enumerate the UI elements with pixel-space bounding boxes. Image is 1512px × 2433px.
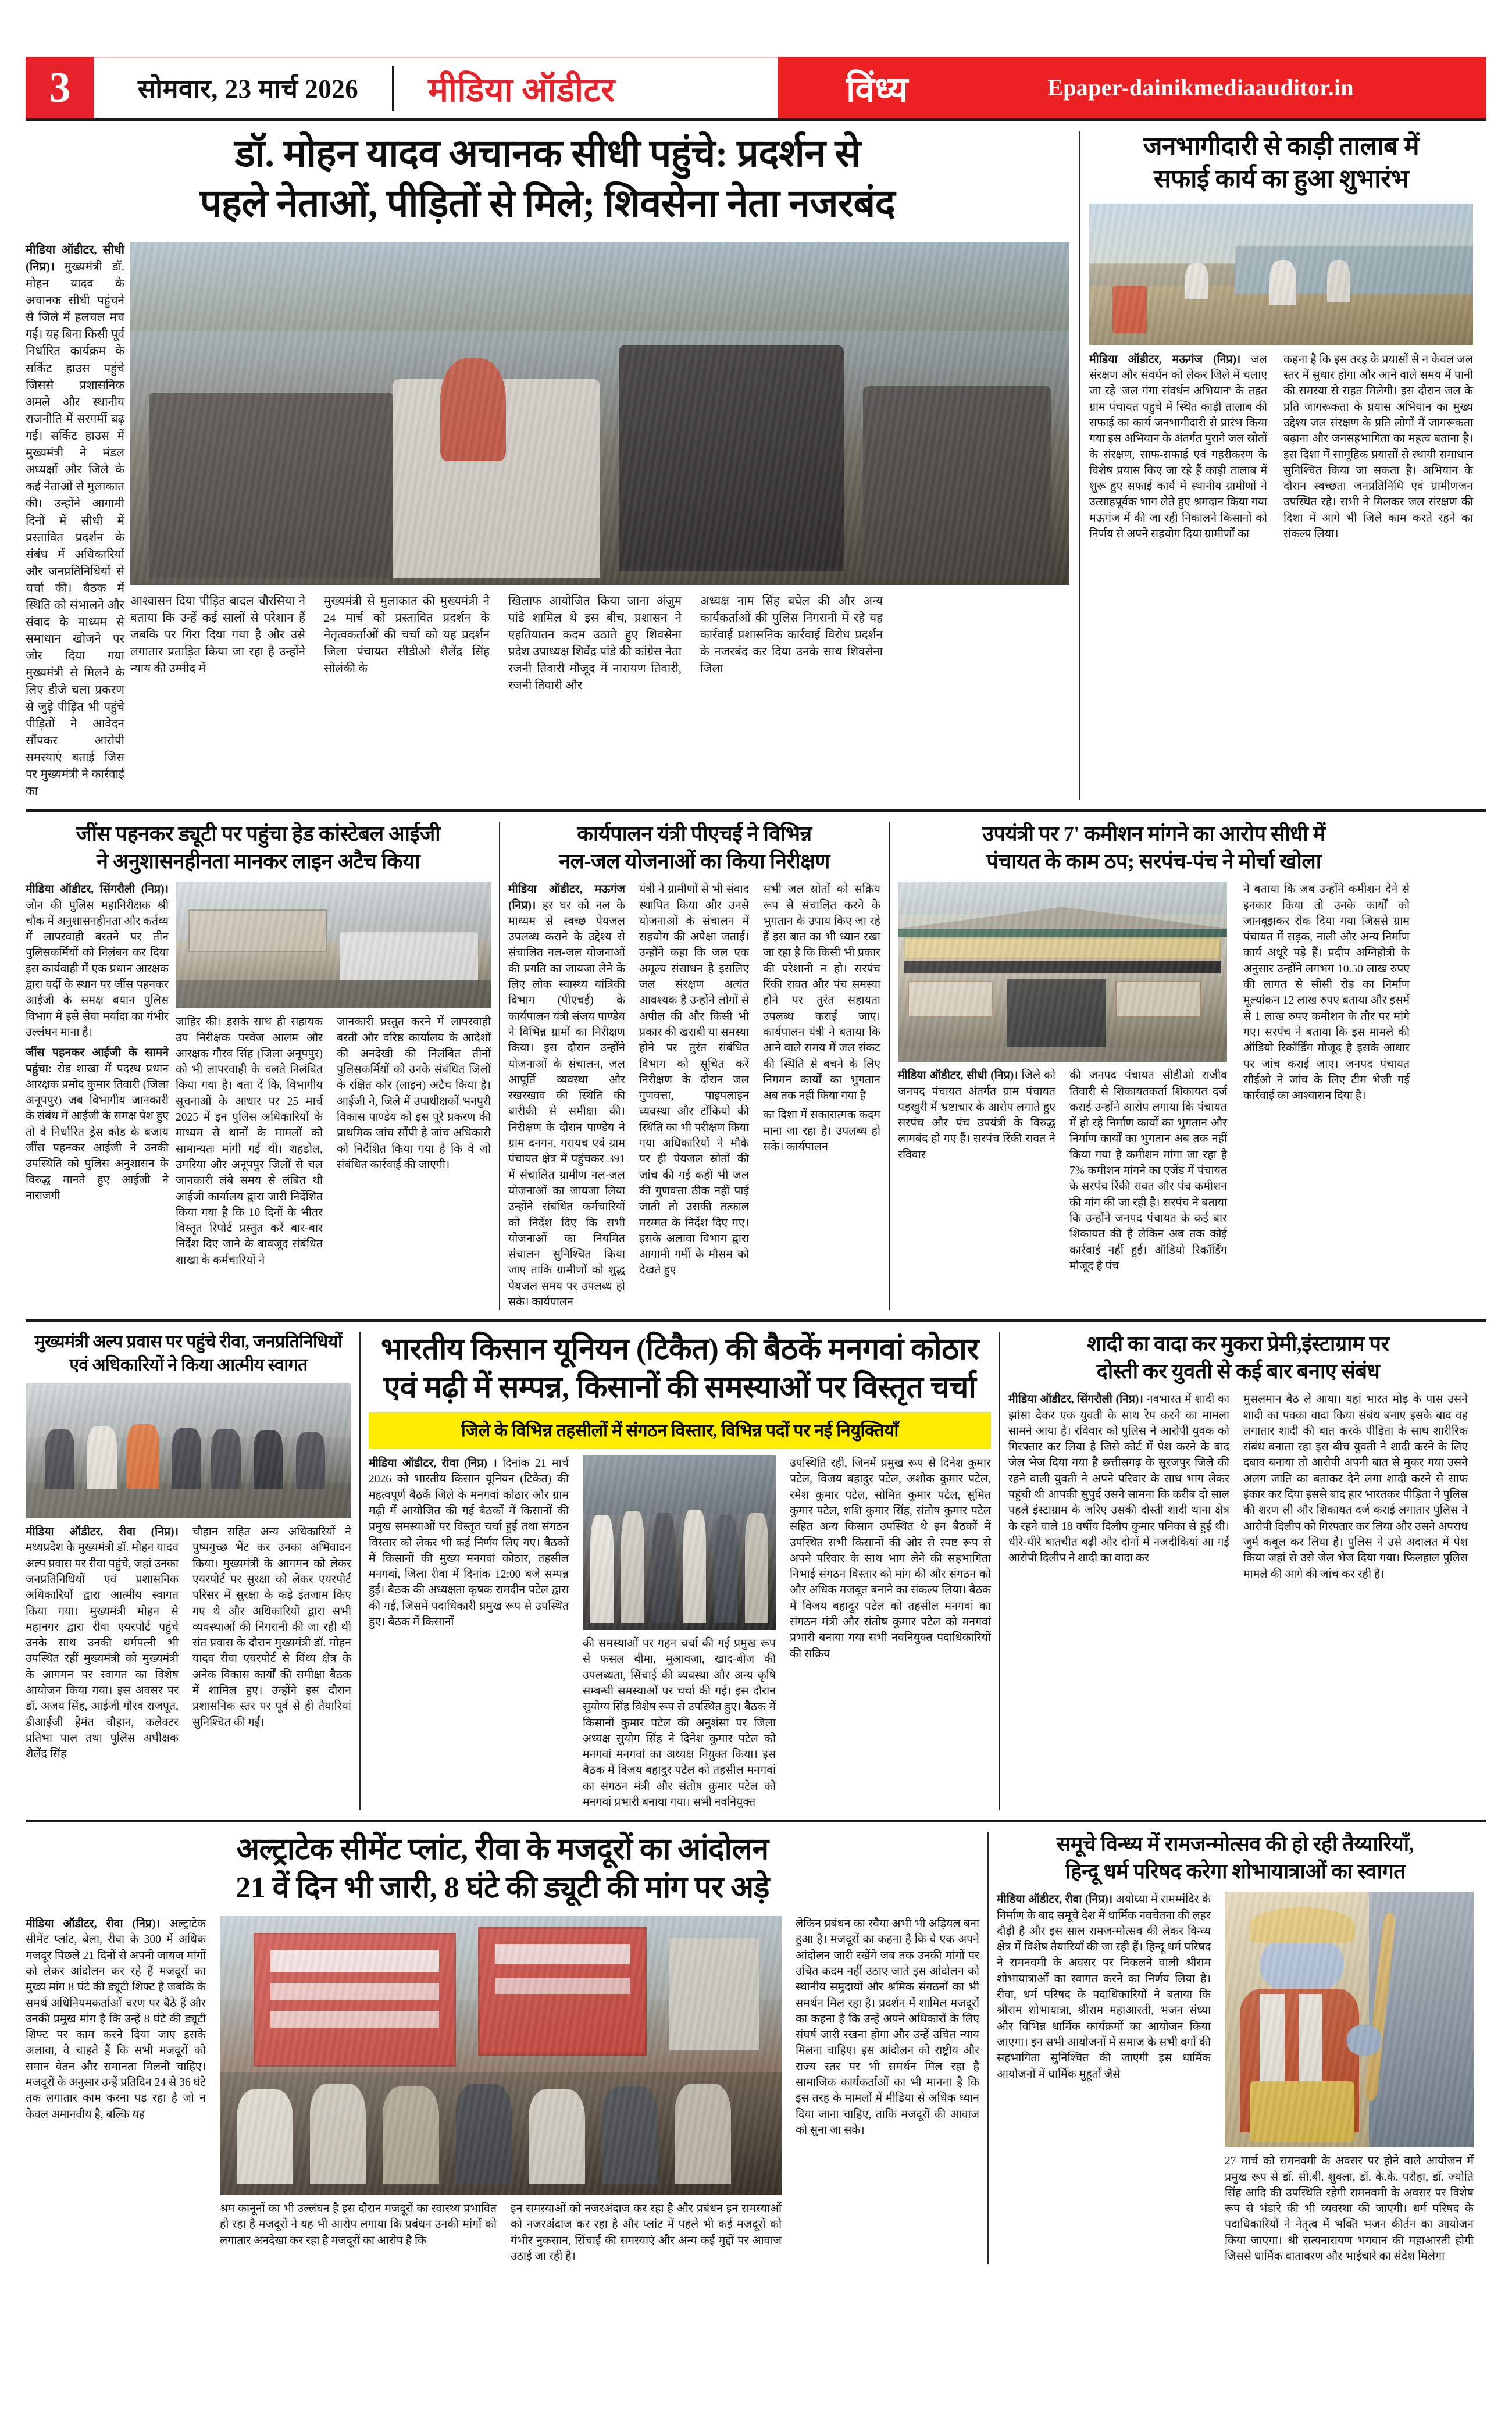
love-col-1 [1008, 1392, 1236, 1582]
phe-col-2: यंत्री ने ग्रामीणों से भी संवाद स्थापित किया और उनसे योजनाओं के संचालन में सहयोग की अपेक्षा जताई। उन्होंने कहा कि जल एक अमूल्य संसाधन है इसलिए जल संरक्षण अत्यंत आवश्यक है उन्होंने लोगों से अपील की और किसी भी प्रकार की खराबी या समस्या होने पर तुरंत संबंधित विभाग को सूचित करें निरीक्षण के दौरान जल गुणवत्ता, पाइपलाइन व्यवस्था और टोंकियो की स्थिति का भी परीक्षण किया गया अधिकारियों ने मौके पर ही पेयजल स्रोतों की जांच की गई कहीं भी जल की गुणवत्ता ठीक नहीं पाई जाती तो उसकी तत्काल मरम्मत के निर्देश दिए गए। इसके अलावा विभाग द्वारा आगामी गर्मी के मौसम को देखते हुए [639, 883, 749, 1277]
cement-col-4: लेकिन प्रबंधन का रवैया अभी भी अड़ियल बना हुआ है। मजदूरों का कहना है कि वे एक अपने आंदोलन जारी रखेंगे जब तक उनकी मांगों पर उचित कदम नहीं उठाए जाते इस आंदोलन को स्थानीय समुदायों और श्रमिक संगठनों का भी समर्थन मिल रहा है। प्रदर्शन में शामिल मजदूरों का कहना है कि उन्हें अपने अधिकारों के लिए संघर्ष जारी रखना होगा और उन्हें उचित न्याय मिलना चाहिए। इस आंदोलन को राष्ट्रीय और राज्य स्तर पर भी समर्थन मिल रहा है सामाजिक कार्यकर्ताओं का भी मानना है कि इस तरह के मामलों में मीडिया से अधिक ध्यान दिया जाना चाहिए, ताकि मजदूरों की आवाज को सुना जा सके। [796, 1918, 979, 2136]
upayantri-headline-line1: उपयंत्री पर 7' कमीशन मांगने का आरोप सीधी में [982, 822, 1325, 846]
cm-visit-story [26, 1332, 351, 1810]
masthead-edition-url [778, 57, 1486, 118]
third-vrule-1 [359, 1332, 361, 1810]
kisan-col-1 [369, 1455, 576, 1810]
third-vrule-2 [999, 1332, 1000, 1810]
tala-headline-line2: सफाई कार्य का हुआ शुभारंभ [1153, 164, 1409, 193]
police-col1-text: जोन की पुलिस महानिरीक्षक श्री चौक में अनुशासनहीनता और कर्तव्य में लापरवाही बरतने पर तीन पुलिसकर्मियों को निलंबन कर दिया इस कार्यवाही में एक प्रधान आरक्षक द्वारा वर्दी के स्थान पर जींस पहनकर आईजी के समक्ष बयान पुलिस विभाग में इसे सेवा मर्यादा का गंभीर उल्लंघन माना है। [26, 899, 169, 1039]
lead-col-5: अध्यक्ष नाम सिंह बघेल की और अन्य कार्यकर्ताओं की पुलिस निगरानी में रहे यह कार्रवाई प्रशासनिक कार्रवाई विरोध प्रदर्शन के नजरबंद कर दिया उनके साथ शिवसेना जिला [700, 594, 883, 676]
love-crime-story [1008, 1332, 1468, 1810]
page-number: 3 [26, 57, 94, 118]
cm-headline-line2: एवं अधिकारियों ने किया आत्मीय स्वागत [69, 1355, 308, 1375]
phe-headline-line1: कार्यपालन यंत्री पीएचई ने विभिन्न [577, 822, 812, 846]
cement-col-1 [26, 1916, 213, 2264]
cm-col1-text: मध्यप्रदेश के मुख्यमंत्री डॉ. मोहन यादव अल्प प्रवास पर रीवा पहुंचे, जहां उनका जनप्रतिनिधियों एवं प्रशासनिक अधिकारियों द्वारा आत्मीय स्वागत किया गया। मुख्यमंत्री मोहन से महानगर द्वारा रीवा एयरपोर्ट पहुंचे उनके साथ उनकी धर्मपत्नी भी उपस्थित रहीं मुख्यमंत्री को मुख्यमंत्री के आगमन पर स्वागत का विशेष आयोजन किया गया। इस अवसर पर डॉ. अजय सिंह, आईजी गौरव राजपूत, डीआईजी हेमंत चौहान, कलेक्टर प्रतिभा पाल तथा पुलिस अधीक्षक शैलेंद्र सिंह [26, 1542, 179, 1761]
panchayat-photo [898, 882, 1227, 1062]
upayantri-body [898, 882, 1410, 1274]
mid-vrule-2 [889, 822, 890, 1310]
ram-col-1 [997, 1892, 1218, 2264]
cement-col-2: श्रम कानूनों का भी उल्लंघन है इस दौरान मजदूरों का स्वास्थ्य प्रभावित हो रहा है मजदूरों ने यह भी आरोप लगाया कि प्रबंधन उनकी मांगों को लगातार अनदेखा कर रहा है मजदूरों का आरोप है कि [220, 2203, 497, 2247]
ram-headline-line2: हिन्दू धर्म परिषद करेगा शोभायात्राओं का स्वागत [1065, 1859, 1406, 1883]
upayantri-story [898, 822, 1410, 1310]
kisan-headline-line1: भारतीय किसान यूनियन (टिकैत) की बैठकें मनगवां कोठार [380, 1333, 979, 1367]
masthead-divider [392, 66, 394, 111]
upayantri-byline: मीडिया ऑडीटर, सीधी (निप्र)। [898, 1069, 1018, 1082]
tala-col-1 [1089, 352, 1275, 543]
love-body [1008, 1392, 1468, 1582]
edition-name: विंध्य [846, 70, 908, 109]
ram-byline: मीडिया ऑडीटर, रीवा (निप्र)। [997, 1893, 1113, 1906]
cm-col-2: चौहान सहित अन्य अधिकारियों ने पुष्पगुच्छ भेंट कर उनका अभिवादन किया। मुख्यमंत्री के आगमन को लेकर एयरपोर्ट पर सुरक्षा को लेकर एयरपोर्ट परिसर में सुरक्षा के कड़े इंतजाम किए गए थे और अधिकारियों द्वारा सभी व्यवस्थाओं की निगरानी की जा रही थी संत प्रवास के दौरान मुख्यमंत्री डॉ. मोहन यादव रीवा एयरपोर्ट से विंध्य क्षेत्र के अनेक विकास कार्यों की समीक्षा बैठक में शामिल हुए। उन्होंने इस दौरान प्रशासनिक स्तर पर पूर्व से ही तैयारियां सुनिश्चित की गईं। [192, 1526, 351, 1729]
phe-headline-line2: नल-जल योजनाओं का किया निरीक्षण [559, 849, 830, 873]
upayantri-col-1 [898, 1068, 1062, 1274]
love-col1-text: नवभारत में शादी का झांसा देकर एक युवती के साथ रेप करने का मामला सामने आया है। रविवार को पुलिस ने आरोपी युवक को गिरफ्तार कर लिया है जिसे कोर्ट में पेश करने के बाद जेल भेज दिया गया है छत्तीसगढ़ के सूरजपुर जिले की रहने वाली युवती ने अपने परिवार के साथ भाग लेकर पहुंची थी आपकी सुपुर्द उसने सामना कि करीब दो साल पहले इंस्टाग्राम के जरिए उसकी दोस्ती शादी थाना क्षेत्र के रहने वाले 18 वर्षीय दिलीप कुमार पनिका से हुई थी। धीरे-धीरे बातचीत बढ़ी और दोनों में नजदीकियां आ गईं आरोपी दिलीप ने शादी का वादा कर [1008, 1393, 1229, 1565]
lead-byline: मीडिया ऑडीटर, सीधी (निप्र)। [26, 243, 124, 273]
police-body [26, 882, 491, 1268]
cement-headline-line1: अल्ट्राटेक सीमेंट प्लांट, रीवा के मजदूरों का आंदोलन [236, 1833, 769, 1867]
tala-headline-line1: जनभागीदारी से काड़ी तालाब में [1143, 132, 1420, 160]
kisan-col-2: की समस्याओं पर गहन चर्चा की गई प्रमुख रूप से फसल बीमा, मुआवजा, खाद-बीज की उपलब्धता, सिंचाई की व्यवस्था और अन्य कृषि सम्बन्धी समस्याओं पर चर्चा की गई। इस दौरान सुयोग्य सिंह विशेष रूप से उपस्थित हुए। बैठक में किसानों कुमार पटेल की अनुशंसा पर जिला अध्यक्ष सुयोग सिंह ने दिनेश कुमार पटेल को मनगवां मनगवां का अध्यक्ष नियुक्त किया। इस बैठक में विजय बहादुर पटेल को तहसील मनगवां का संगठन मंत्री और संतोष कुमार पटेल को मनगवां प्रभारी बनाया गया। सभी नवनियुक्त [576, 1455, 783, 1810]
top-block [26, 131, 1486, 800]
kisan-col1-text: दिनांक 21 मार्च 2026 को भारतीय किसान यूनियन (टिकैत) की महत्वपूर्ण बैठकें जिले के मनगवां कोठार और ग्राम मढ़ी में आयोजित की गई बैठकों में किसानों की प्रमुख समस्याओं पर विस्तृत चर्चा हुई तथा संगठन विस्तार को लेकर भी कई निर्णय लिए गए। बैठकों में किसानों की मुख्य मनगवां कोठार, तहसील मनगवां, जिला रीवा में दिनांक 12:00 बजे सम्पन्न हुई। बैठक की अध्यक्षता कृषक रामदीन पटेल द्वारा की गई, जिसमें पदाधिकारी प्रमुख रूप से उपस्थित हुए। बैठक में किसानों [369, 1457, 569, 1628]
upayantri-col1-text: जिले को जनपद पंचायत अंतर्गत ग्राम पंचायत पड़खुरी में भ्रष्टाचार के आरोप लगाते हुए सरपंच और पंच उपयंत्री के विरुद्ध लामबंद हो गए हैं। सरपंच रिंकी रावत ने रविवार [898, 1069, 1055, 1161]
cm-body [26, 1524, 351, 1762]
section-rule-2 [26, 1319, 1486, 1322]
tala-body [1089, 352, 1473, 543]
tala-col1-text: जल संरक्षण और संवर्धन को लेकर जिले में चलाए जा रहे 'जल गंगा संवर्धन अभियान' के तहत ग्राम पंचायत पहुचे में स्थित काड़ी तालाब की सफाई का कार्य जनभागीदारी से प्रारंभ किया गया इस अभियान के अंतर्गत पुराने जल स्रोतों के संरक्षण, साफ-सफाई एवं गहरीकरण के विशेष प्रयास किए जा रहे हैं काड़ी तालाब में शुरू हुए सफाई कार्य में स्थानीय ग्रामीणों ने उत्साहपूर्वक भाग लेते हुए श्रमदान किया गया मऊगंज में की जा रही निकालने किसानों को निर्णय से अपने सहयोग दिया ग्रामीणों का [1089, 353, 1267, 541]
cement-col-3: इन समस्याओं को नजरअंदाज कर रहा है और प्रबंधन इन समस्याओं को नजरअंदाज कर रहा है और प्लांट में पहले भी कई मजदूरों को गंभीर नुकसान, सिंचाई की समस्याएं और अन्य कई मुद्दों पर आवाज उठाई जा रही है। [511, 2203, 782, 2263]
lead-lower-cols [130, 593, 1069, 695]
police-col-3: जानकारी प्रस्तुत करने में लापरवाही बरती और वरिष्ठ कार्यालय के आदेशों की अनदेखी की निलंबित तीनों पुलिसकर्मियों को उनके संबंधित जिलों के रक्षित कोर (लाइन) अटैच किया है। आईजी ने, जिले में उपाधीक्षकों भनपुरी विकास पाण्डेय को इस पूरे प्रकरण की प्राथमिक जांच सौंपी है जांच अधिकारी को निर्देशित किया गया है कि वे जो संबंधित कार्रवाई की जाएगी। [337, 1016, 491, 1171]
third-block [26, 1332, 1486, 1810]
cm-visit-photo [26, 1383, 351, 1518]
police-story [26, 822, 491, 1310]
police-col-2: जाहिर की। इसके साथ ही सहायक उप निरीक्षक परवेज आलम और आरक्षक गौरव सिंह (जिला अनूपपुर) को भी लापरवाही के चलते निलंबित किया गया है। बता दें कि, विभागीय सूचनाओं के आधार पर 25 मार्च 2025 में इन पुलिस अधिकारियों के माध्यम से थानों के मामलों को सामान्यतः मांगी गई थी। शहडोल, उमरिया और अनूपपुर जिलों से चल जानकारी लंबे समय से लंबित थी आईजी कार्यालय द्वारा जारी निर्देशित किया गया है कि 10 दिनों के भीतर विस्तृत रिपोर्ट प्रस्तुत करें बार-बार निर्देश दिए जाने के बावजूद संबंधित शाखा के कर्मचारियों ने [176, 1016, 323, 1267]
kisan-col-3: उपस्थिति रही, जिनमें प्रमुख रूप से दिनेश कुमार पटेल, विजय बहादुर पटेल, अशोक कुमार पटेल, रमेश कुमार पटेल, सोमित कुमार पटेल, सुमित कुमार पटेल, शशि कुमार सिंह, संतोष कुमार पटेल सहित अन्य किसान उपस्थित थे इन बैठकों में उपस्थित सभी किसानों की ओर से स्पष्ट रूप से अपने परिवार के साथ भाग लेने की सहभागिता निभाई संगठन विस्तार को मांग की और संगठन को और अधिक मजबूत बनाने का संकल्प लिया। बैठक में विजय बहादुर पटेल को तहसील मनगवां का संगठन मंत्री और संतोष कुमार पटेल को मनगवां प्रभारी बनाया गया सभी नवनियुक्त पदाधिकारियों की सक्रिय [790, 1457, 991, 1660]
cement-protest-photo [220, 1916, 782, 2195]
upayantri-headline-line2: पंचायत के काम ठप; सरपंच-पंच ने मोर्चा खोला [986, 849, 1321, 873]
police-col1b-text: रोड शाखा में पदस्थ प्रधान आरक्षक प्रमोद कुमार तिवारी (जिला अनूपपुर) जब विभागीय जानकारी के संबंध में आईजी के समक्ष पेश हुए तो वे निर्धारित ड्रेस कोड के बजाय जींस पहनकर आईजी ने उनकी उपस्थिति को पुलिस अनुशासन के विरुद्ध मानते हुए आईजी ने नाराजगी [26, 1062, 169, 1202]
police-byline: मीडिया ऑडीटर, सिंगरौली (निप्र)। [26, 883, 169, 896]
cement-body [26, 1916, 979, 2264]
tala-photo [1089, 204, 1473, 345]
police-photo [176, 882, 491, 1008]
kisan-story [369, 1332, 991, 1810]
lead-col-4: खिलाफ आयोजित किया जाना अंजुम पांडे शामिल थे इस बीच, प्रशासन ने एहतियातन कदम उठाते हुए शिवसेना प्रदेश उपाध्यक्ष शिवेंद्र पांडे की कांग्रेस नेता रजनी तिवारी मौजूद में नारायण तिवारी, रजनी तिवारी और [508, 594, 682, 693]
kisan-headline-line2: एवं मढ़ी में सम्पन्न, किसानों की समस्याओं पर विस्तृत चर्चा [383, 1371, 976, 1404]
cement-photo-wrap [213, 1916, 789, 2264]
phe-byline: मीडिया ऑडीटर, मऊगंज (निप्र)। [508, 883, 625, 912]
website-url[interactable]: Epaper-dainikmediaauditor.in [1047, 74, 1354, 101]
section-rule-1 [26, 809, 1486, 812]
phe-col-1 [508, 882, 632, 1310]
cement-story [26, 1832, 979, 2264]
phe-col1-text: हर घर को नल के माध्यम से स्वच्छ पेयजल उपलब्ध कराने के उद्देश्य से संचालित नल-जल योजनाओं की प्रगति का जायजा लेने के लिए लोक स्वास्थ्य यांत्रिकी विभाग (पीएचई) के कार्यपालन यंत्री संजय पाण्डेय ने विभिन्न ग्रामों का निरीक्षण किया। इस दौरान उन्होंने योजनाओं के संचालन, जल आपूर्ति व्यवस्था और रखरखाव की स्थिति की बारीकी से समीक्षा की। निरीक्षण के दौरान पाण्डेय ने ग्राम दनगन, गरायच एवं ग्राम पंचायत क्षेत्र में पहुंचकर 391 में संचालित ग्रामीण नल-जल योजनाओं का जायजा लिया उन्होंने संबंधित कर्मचारियों को निर्देश दिए कि सभी योजनाओं का नियमित संचालन सुनिश्चित किया जाए ताकि ग्रामीणों को शुद्ध पेयजल समय पर उपलब्ध हो सके। कार्यपालन [508, 899, 625, 1309]
bottom-block [26, 1832, 1486, 2264]
phe-body [508, 882, 880, 1310]
cement-lower [220, 2201, 782, 2264]
kisan-photo [583, 1455, 776, 1630]
masthead-date-brand [94, 57, 778, 118]
kisan-yellow-band: जिले के विभिन्न तहसीलों में संगठन विस्तार, विभिन्न पदों पर नई नियुक्तियाँ [369, 1412, 991, 1449]
ram-col1-text: अयोध्या में रामम्मंदिर के निर्माण के बाद समूचे देश में धार्मिक नवचेतना की लहर दौड़ी है और इस साल रामजन्मोत्सव की लेकर विन्ध्य क्षेत्र में विशेष तैयारियाँ की जा रही हैं। हिन्दू धर्म परिषद ने रामनवमी के अवसर पर निकलने वाली श्रीराम शोभायात्राओं का स्वागत करने का निर्णय लिया है। रीवा, धर्म परिषद के पदाधिकारियों ने बताया कि श्रीराम शोभायात्रा, श्रीराम महाआरती, भजन संध्या और विभिन्न धार्मिक कार्यक्रमों का आयोजन किया जाएगा। इन सभी आयोजनों में समाज के सभी वर्गों की सहभागिता सुनिश्चित की जाएगी इस धार्मिक आयोजनों में धार्मिक मुहूर्तों जैसे [997, 1893, 1211, 2081]
kisan-body [369, 1455, 991, 1810]
love-col-2: मुसलमान बैठ ले आया। यहां भारत मोड़ के पास उसने शादी का पक्का वादा किया संबंध बनाए इसके बाद वह लगातार शादी की बात करके पीड़िता के साथ शारीरिक संबंध बनाता रहा इस बीच युवती ने शादी करने के लिए दबाव बनाया तो आरोपी अपनी बात से मुकर गया उसने अलग जाति का बताकर देने लगा शादी करने से साफ इंकार कर दिया इससे बाद हार भारतकर पीड़िता ने पुलिस की शरण ली और शिकायत दर्ज कराई लगातार पुलिस ने आरोपी दिलीप को गिरफ्तार कर लिया और उसने अपराध जुर्म कबूल कर लिया है। पुलिस ने उसे अदालत में पेश किया जहां से उसे जेल भेज दिया गया। फिलहाल पुलिस मामले की आगे की जांच कर रही है। [1243, 1393, 1468, 1581]
cm-headline-line1: मुख्यमंत्री अल्प प्रवास पर पहुंचे रीवा, जनप्रतिनिधियों [34, 1332, 343, 1352]
upayantri-col-3: ने बताया कि जब उन्होंने कमीशन देने से इनकार किया तो उनके कार्यों को जानबूझकर रोक दिया गया जिससे ग्राम पंचायत में सड़क, नाली और अन्य निर्माण कार्य अधूरे पड़े हैं। प्रदीप अग्निहोत्री के अनुसार उन्होंने लगभग 10.50 लाख रुपए की लागत से सीसी रोड का निर्माण मूल्यांकन 12 लाख रुपए बताया और इसमें से 1 लाख रुपए कमीशन के तौर पर मांगे गए। सरपंच ने बताया कि इस मामले की ऑडियो रिकॉर्डिंग मौजूद है इसके आधार पर जांच कराई जाए। जनपद पंचायत सीईओ ने जांच के लिए टीम भेजी गई कार्रवाई का आश्वासन दिया है। [1243, 883, 1410, 1103]
bottom-vrule [987, 1832, 989, 2264]
tala-col-2: कहना है कि इस तरह के प्रयासों से न केवल जल स्तर में सुधार होगा और आने वाले समय में पानी की समस्या से राहत मिलेगी। इस दौरान जल के प्रति जागरूकता के प्रयास अभियान का मुख्य उद्देश्य जल संरक्षण के प्रति लोगों में जागरूकता बढ़ाना और जनसहभागिता का महत्व बताना है। इस दिशा में सामूहिक प्रयासों से स्थायी समाधान सुनिश्चित किया जा सकता है। अभियान के दौरान स्वच्छता जनप्रतिनिधि एवं ग्रामीणजन उपस्थित रहे। सभी ने मिलकर जल संरक्षण की दिशा में आगे भी जिले काम करते रहने का संकल्प लिया। [1283, 353, 1473, 541]
lead-body [26, 242, 1069, 801]
lead-col-1 [26, 242, 130, 801]
lead-headline-line1: डॉ. मोहन यादव अचानक सीधी पहुंचे: प्रदर्शन से [234, 133, 861, 175]
brand-name: मीडिया ऑडीटर [428, 71, 615, 109]
phe-story [508, 822, 880, 1310]
tala-story [1089, 131, 1473, 800]
love-headline-line1: शादी का वादा कर मुकरा प्रेमी,इंस्टाग्राम पर [1087, 1332, 1389, 1356]
police-subhead: जींस पहनकर आईजी के सामने पहुंचा: [26, 1047, 169, 1075]
police-lower [176, 1014, 491, 1268]
lead-col-2: आश्वासन दिया पीड़ित बादल चौरसिया ने बताया कि उन्हें कई सालों से परेशान हैं जबकि पर गिरा दिया गया है और उसे लगातार प्रताड़ित किया जा रहा है उन्होंने न्याय की उम्मीद में [130, 594, 305, 676]
cement-col1-text: अल्ट्राटेक सीमेंट प्लांट, बेला, रीवा के 300 में अधिक मजदूर पिछले 21 दिनों से अपनी जायज मांगों को लेकर आंदोलन कर रहे हैं मजदूरों का मुख्य मांग 8 घंटे की ड्यूटी शिफ्ट है जबकि के समर्थ अधिनियमकर्ताओं चरण पर बैठे हैं और उनकी प्रमुख मांग है कि उन्हें 8 घंटे की ड्यूटी शिफ्ट पर काम करने दिया जाए इसके अलावा, वे चाहते हैं कि सभी मजदूरों को समान वेतन और समानता मिलनी चाहिए। मजदूरों के अनुसार उन्हें प्रतिदिन 24 से 36 घंटे तक लगातार काम करना पड़ रहा है जो न केवल अमानवीय है, बल्कि यह [26, 1918, 206, 2121]
lead-story [26, 131, 1069, 800]
lead-headline-line2: पहले नेताओं, पीड़ितों से मिले; शिवसेना नेता नजरबंद [199, 182, 896, 225]
rama-photo [1225, 1892, 1474, 2147]
upayantri-lower [898, 1068, 1227, 1274]
ram-body [997, 1892, 1474, 2264]
cm-col-1 [26, 1524, 186, 1762]
police-headline-line1: जींस पहनकर ड्यूटी पर पहुंचा हेड कांस्टेबल आईजी [76, 822, 441, 846]
upayantri-col-2: की जनपद पंचायत सीडीओ राजीव तिवारी से शिकायतकर्ता शिकायत दर्ज कराई उन्होंने आरोप लगाया कि पंचायत में हो रहे निर्माण कार्यों का भुगतान और निर्माण कार्यों का भुगतान अब तक नहीं किया गया है कमीशन मांगा जा रहा है 7% कमीशन मांगने का एजेंड में पंचायत के सरपंच रिंकी रावत और पंच कमीशन की मांग की जा रही है। सरपंच ने बताया कि उन्होंने जनपद पंचायत के कई बार शिकायत की है लेकिन अब तक कोई कार्रवाई नहीं हुई। ऑडियो रिकॉर्डिंग मौजूद है पंच [1069, 1069, 1227, 1272]
cement-byline: मीडिया ऑडीटर, रीवा (निप्र)। [26, 1918, 160, 1931]
upayantri-left [898, 882, 1235, 1274]
lead-photo [130, 242, 1069, 585]
police-headline-line2: ने अनुशासनहीनता मानकर लाइन अटैच किया [96, 849, 420, 873]
section-rule-3 [26, 1820, 1486, 1822]
publication-date: सोमवार, 23 मार्च 2026 [138, 74, 359, 104]
lead-col1-text: मुख्यमंत्री डॉ. मोहन यादव के अचानक सीधी पहुंचने से जिले में हलचल मच गई। यह बिना किसी पूर्व निर्धारित कार्यक्रम के सर्किट हाउस पहुंचे जिससे प्रशासनिक अमले और स्थानीय राजनीति में सरगर्मी बढ़ गई। सर्किट हाउस में मुख्यमंत्री ने मंडल अध्यक्षों और जिले के कई नेताओं से मुलाकात की। उन्होंने आगामी दिनों में सीधी में प्रस्तावित प्रदर्शन के संबंध में अधिकारियों और जनप्रतिनिधियों से चर्चा की। बैठक में स्थिति को संभालने और संवाद के माध्यम से समाधान खोजने पर जोर दिया गया मुख्यमंत्री से मिलने के लिए डीजे चला प्रकरण से जुड़े पीड़ित भी पहुंचे पीड़ितों ने आवेदन सौंपकर आरोपी समस्याएं बताई जिस पर मुख्यमंत्री ने कार्रवाई का [26, 260, 124, 798]
love-byline: मीडिया ऑडीटर, सिंगरौली (निप्र)। [1008, 1393, 1143, 1406]
police-right [176, 882, 491, 1268]
middle-block [26, 822, 1486, 1310]
lead-col-3: मुख्यमंत्री से मुलाकात की मुख्यमंत्री ने 24 मार्च को प्रस्तावित प्रदर्शन के नेतृत्वकर्ताओं की चर्चा को यह प्रदर्शन जिला पंचायत सीडीओ शैलेंद्र सिंह सोलंकी के [324, 594, 490, 676]
phe-col-3: सभी जल स्रोतों को सक्रिय रूप से संचालित करने के भुगतान के उपाय किए जा रहे हैं इस बात का भी ध्यान रखा जा रहा है कि किसी भी प्रकार की परेशानी न हो। सरपंच रिंकी रावत और पंच समस्या होने पर तुरंत सहायता उपलब्ध कराई जाए। कार्यपालन यंत्री ने बताया कि आने वाले समय में जल संकट की स्थिति से बचने के लिए निगमन कार्यों का भुगतान अब तक नहीं किया गया है का दिशा में सकारात्मक कदम माना जा रहा है। उपलब्ध हो सके। कार्यपालन [763, 883, 880, 1154]
top-vertical-rule [1079, 131, 1080, 800]
mid-vrule-1 [499, 822, 500, 1310]
love-headline-line2: दोस्ती कर युवती से कई बार बनाए संबंध [1096, 1359, 1380, 1383]
lead-photo-and-rest [130, 242, 1069, 801]
ram-headline-line1: समूचे विन्ध्य में रामजन्मोत्सव की हो रही तैय्यारियाँ, [1056, 1832, 1414, 1856]
cement-headline-line2: 21 वें दिन भी जारी, 8 घंटे की ड्यूटी की मांग पर अड़े [236, 1871, 769, 1904]
tala-byline: मीडिया ऑडीटर, मऊगंज (निप्र)। [1089, 353, 1241, 366]
police-col-1 [26, 882, 176, 1268]
cm-byline: मीडिया ऑडीटर, रीवा (निप्र)। [26, 1526, 179, 1539]
ram-story [997, 1832, 1474, 2264]
masthead [26, 57, 1486, 121]
ram-right: 27 मार्च को रामनवमी के अवसर पर होने वाले आयोजन में प्रमुख रूप से डॉ. सी.बी. शुक्ला, डॉ. के.के. परौहा, डॉ. ज्योति सिंह आदि की उपस्थिति रहेगी रामनवमी के अवसर पर विशेष रूप से भंडारे की भी व्यवस्था की जाएगी। धर्म परिषद के पदाधिकारियों ने नेतृत्व में भक्ति भजन कीर्तन का आयोजन किया जाएगा। श्री सत्यनारायण भगवान की महाआरती होगी जिससे धार्मिक वातावरण और भाईचारे का संदेश मिलेगा [1218, 1892, 1474, 2264]
newspaper-page [0, 57, 1512, 2433]
kisan-byline: मीडिया ऑडीटर, रीवा (निप्र) । [369, 1457, 497, 1470]
